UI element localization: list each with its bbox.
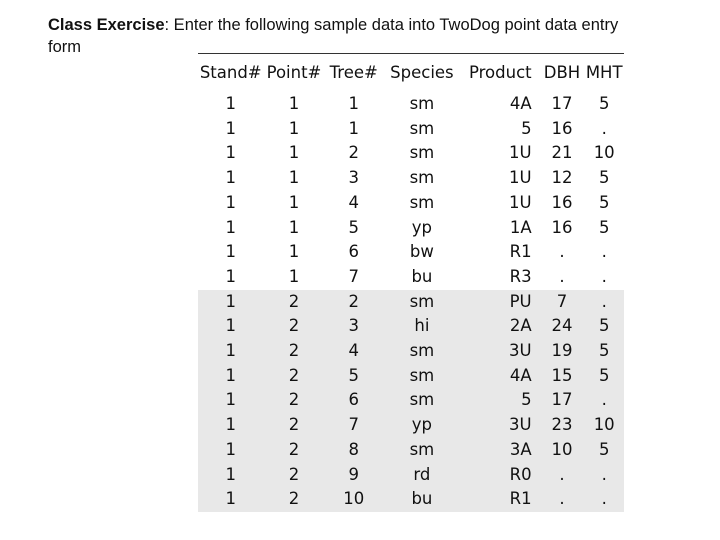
cell-dbh: 7 [540, 290, 585, 315]
cell-point: 1 [288, 266, 300, 286]
cell-mht: 10 [584, 413, 624, 438]
header-species: Species [390, 63, 454, 82]
cell-dbh: 23 [540, 413, 585, 438]
cell-product: 3U [461, 413, 540, 438]
cell-tree: 1 [348, 94, 359, 113]
cell-point: 1 [288, 143, 300, 163]
cell-mht: . [584, 463, 624, 488]
cell-species: sm [383, 339, 461, 364]
cell-product: R1 [509, 242, 532, 262]
cell-tree: 7 [325, 413, 383, 438]
cell-dbh: . [559, 242, 565, 262]
cell-point: 2 [263, 463, 324, 488]
cell-dbh: 10 [540, 438, 585, 463]
cell-species: bu [383, 487, 461, 512]
cell-stand: 1 [225, 266, 236, 286]
cell-dbh: 16 [551, 192, 573, 212]
cell-point: 2 [263, 339, 324, 364]
cell-species: bu [411, 266, 433, 286]
table-row [198, 166, 624, 191]
exercise-title [48, 14, 648, 58]
cell-product: R3 [509, 266, 532, 286]
cell-point: 2 [263, 438, 324, 463]
cell-product: R1 [461, 487, 540, 512]
cell-dbh: 19 [540, 339, 585, 364]
cell-mht: 5 [584, 339, 624, 364]
table-row [198, 364, 624, 389]
cell-stand: 1 [225, 143, 236, 163]
cell-species: sm [383, 438, 461, 463]
cell-species: rd [383, 463, 461, 488]
cell-product: PU [461, 290, 540, 315]
title-rest: : Enter the following sample data into TwoDog point data entry form [48, 16, 619, 56]
cell-point: 1 [288, 94, 300, 113]
sample-data-table [198, 54, 624, 512]
cell-tree: 6 [348, 242, 359, 262]
header-stand: Stand# [199, 63, 262, 82]
header-mht: MHT [585, 63, 623, 82]
cell-species: sm [383, 388, 461, 413]
cell-product: 5 [521, 118, 532, 138]
cell-stand: 1 [198, 339, 263, 364]
cell-mht: 10 [593, 143, 615, 163]
cell-species: yp [411, 217, 433, 237]
cell-tree: 8 [325, 438, 383, 463]
cell-mht: 5 [598, 168, 610, 188]
cell-point: 1 [288, 242, 300, 262]
table-row [198, 487, 624, 512]
cell-point: 2 [263, 413, 324, 438]
table-row [198, 314, 624, 339]
cell-stand: 1 [198, 438, 263, 463]
table-row [198, 388, 624, 413]
cell-product: 1U [509, 168, 532, 188]
cell-product: 1U [509, 143, 532, 163]
cell-species: sm [383, 290, 461, 315]
cell-mht: . [584, 290, 624, 315]
cell-dbh: 16 [551, 118, 573, 138]
cell-dbh: 15 [540, 364, 585, 389]
cell-dbh: 17 [540, 388, 585, 413]
cell-mht: 5 [584, 438, 624, 463]
cell-species: hi [383, 314, 461, 339]
cell-tree: 6 [325, 388, 383, 413]
cell-stand: 1 [225, 168, 236, 188]
cell-dbh: . [559, 266, 565, 286]
table-row [198, 141, 624, 166]
cell-species: sm [409, 192, 435, 212]
cell-species: sm [409, 168, 435, 188]
cell-product: 3A [461, 438, 540, 463]
table-row [198, 265, 624, 290]
cell-tree: 5 [325, 364, 383, 389]
header-row [198, 54, 624, 92]
cell-stand: 1 [225, 192, 236, 212]
cell-species: sm [409, 143, 435, 163]
cell-mht: 5 [598, 217, 610, 237]
cell-mht: 5 [598, 94, 610, 113]
cell-tree: 9 [325, 463, 383, 488]
cell-stand: 1 [198, 487, 263, 512]
cell-point: 1 [288, 217, 300, 237]
cell-product: 1A [509, 217, 532, 237]
cell-stand: 1 [198, 314, 263, 339]
cell-stand: 1 [198, 388, 263, 413]
cell-dbh: 21 [551, 143, 573, 163]
cell-dbh: . [540, 463, 585, 488]
header-point: Point# [266, 63, 322, 82]
table-row [198, 290, 624, 315]
cell-product: 1U [509, 192, 532, 212]
cell-tree: 5 [348, 217, 359, 237]
cell-mht: 5 [584, 364, 624, 389]
cell-stand: 1 [198, 364, 263, 389]
cell-product: 5 [461, 388, 540, 413]
cell-point: 1 [288, 118, 300, 138]
cell-stand: 1 [198, 413, 263, 438]
table-row [198, 240, 624, 265]
cell-stand: 1 [198, 463, 263, 488]
cell-point: 2 [263, 290, 324, 315]
cell-species: bw [409, 242, 434, 262]
cell-product: R0 [461, 463, 540, 488]
cell-dbh: 24 [540, 314, 585, 339]
cell-stand: 1 [225, 217, 236, 237]
cell-point: 1 [288, 192, 300, 212]
header-tree: Tree# [329, 63, 378, 82]
cell-stand: 1 [225, 94, 236, 113]
cell-tree: 3 [348, 168, 359, 188]
cell-product: 3U [461, 339, 540, 364]
cell-species: yp [383, 413, 461, 438]
cell-point: 2 [263, 487, 324, 512]
cell-point: 2 [263, 314, 324, 339]
cell-tree: 2 [325, 290, 383, 315]
table-row [198, 216, 624, 241]
table-row [198, 339, 624, 364]
cell-stand: 1 [225, 242, 236, 262]
cell-tree: 1 [348, 118, 359, 138]
header-product: Product [468, 63, 532, 82]
cell-dbh: 16 [551, 217, 573, 237]
cell-mht: 5 [598, 192, 610, 212]
cell-tree: 4 [325, 339, 383, 364]
cell-tree: 3 [325, 314, 383, 339]
cell-tree: 10 [325, 487, 383, 512]
cell-mht: . [601, 118, 607, 138]
sample-data-table-wrap [198, 53, 624, 512]
table-row [198, 117, 624, 142]
cell-product: 2A [461, 314, 540, 339]
table-row [198, 191, 624, 216]
cell-species: sm [409, 94, 435, 113]
cell-mht: . [601, 242, 607, 262]
cell-mht: . [601, 266, 607, 286]
header-dbh: DBH [543, 63, 581, 82]
cell-stand: 1 [225, 118, 236, 138]
cell-product: 4A [509, 94, 532, 113]
cell-stand: 1 [198, 290, 263, 315]
cell-mht: 5 [584, 314, 624, 339]
cell-dbh: 17 [551, 94, 573, 113]
cell-tree: 2 [348, 143, 359, 163]
cell-tree: 4 [348, 192, 359, 212]
table-row [198, 438, 624, 463]
cell-mht: . [584, 487, 624, 512]
cell-tree: 7 [348, 266, 359, 286]
cell-species: sm [383, 364, 461, 389]
cell-dbh: . [540, 487, 585, 512]
title-bold: Class Exercise [48, 16, 165, 34]
table-row [198, 92, 624, 117]
cell-point: 2 [263, 388, 324, 413]
cell-dbh: 12 [551, 168, 573, 188]
cell-mht: . [584, 388, 624, 413]
cell-species: sm [409, 118, 435, 138]
cell-point: 1 [288, 168, 300, 188]
table-row [198, 413, 624, 438]
table-row [198, 463, 624, 488]
cell-product: 4A [461, 364, 540, 389]
cell-point: 2 [263, 364, 324, 389]
